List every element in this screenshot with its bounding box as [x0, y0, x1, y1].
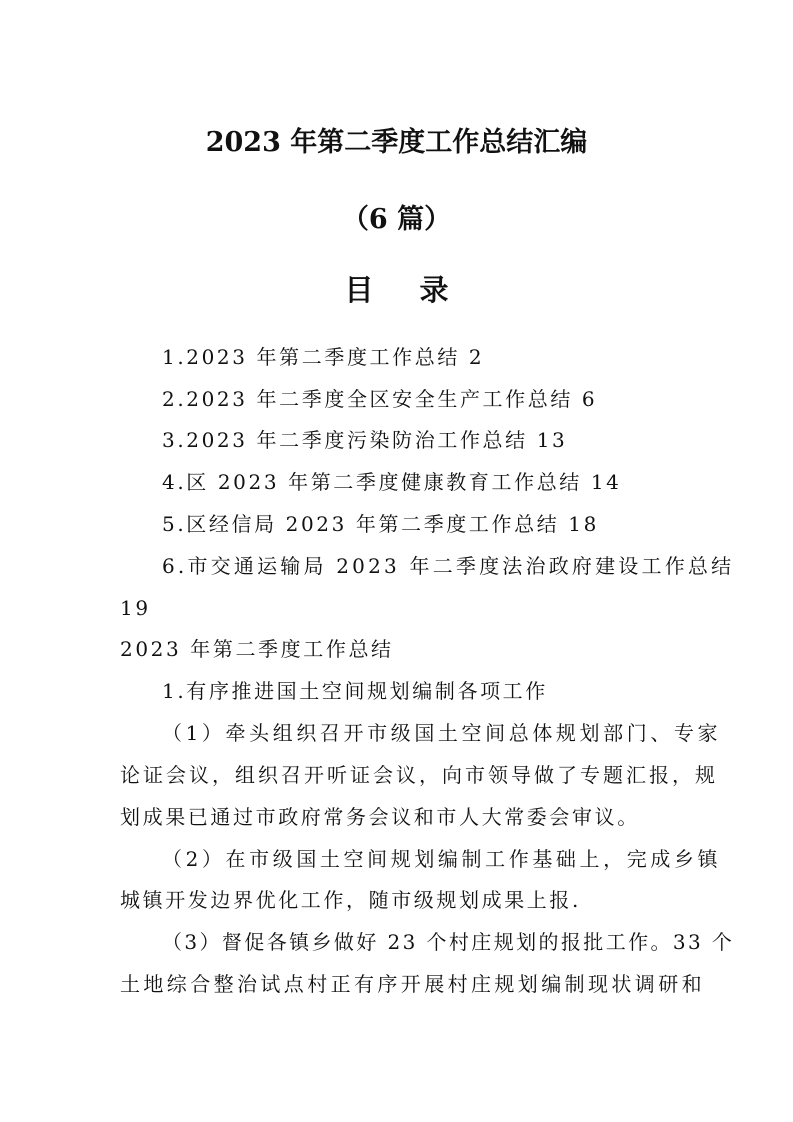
toc-item-3[interactable]: 3.2023 年二季度污染防治工作总结 13	[162, 428, 568, 452]
document-subtitle: （6 篇）	[341, 204, 452, 235]
paragraph-line: （2）在市级国土空间规划编制工作基础上，完成乡镇	[162, 847, 722, 871]
toc-item-5[interactable]: 5.区经信局 2023 年第二季度工作总结 18	[162, 512, 599, 536]
paragraph-line: 城镇开发边界优化工作，随市级规划成果上报.	[120, 888, 581, 912]
toc-item-2[interactable]: 2.2023 年二季度全区安全生产工作总结 6	[162, 387, 598, 411]
document-title: 2023 年第二季度工作总结汇编	[205, 127, 588, 158]
paragraph-line: （3）督促各镇乡做好 23 个村庄规划的报批工作。33 个	[162, 930, 735, 954]
toc-item-1[interactable]: 1.2023 年第二季度工作总结 2	[162, 345, 485, 369]
toc-item-4[interactable]: 4.区 2023 年第二季度健康教育工作总结 14	[162, 470, 622, 494]
toc-heading: 目 录	[344, 273, 467, 307]
section-title: 2023 年第二季度工作总结	[120, 637, 394, 661]
toc-item-6-page[interactable]: 19	[120, 596, 151, 620]
section-heading: 1.有序推进国土空间规划编制各项工作	[162, 679, 548, 703]
paragraph-line: 土地综合整治试点村正有序开展村庄规划编制现状调研和	[120, 972, 705, 996]
paragraph-line: 论证会议，组织召开听证会议，向市领导做了专题汇报，规	[120, 763, 718, 787]
paragraph-line: 划成果已通过市政府常务会议和市人大常委会审议。	[120, 805, 640, 829]
toc-item-6[interactable]: 6.市交通运输局 2023 年二季度法治政府建设工作总结	[162, 554, 735, 578]
paragraph-line: （1）牵头组织召开市级国土空间总体规划部门、专家	[162, 721, 722, 745]
